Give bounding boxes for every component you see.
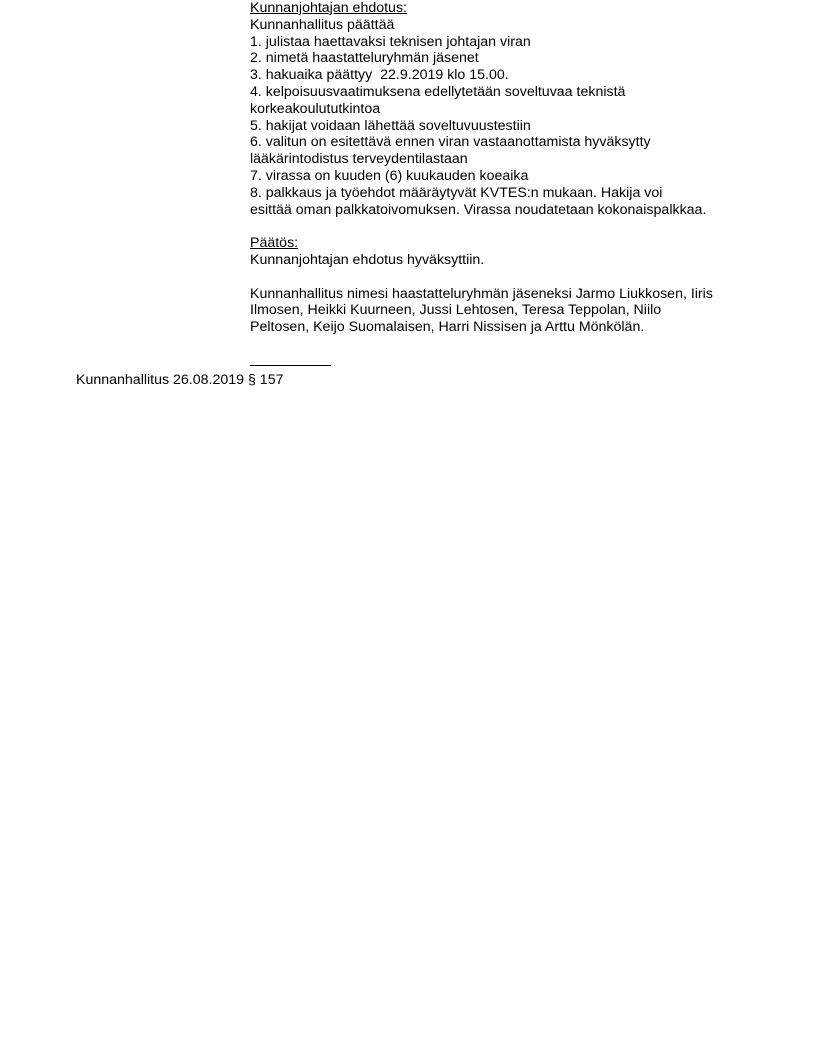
- decision-group-line: Ilmosen, Heikki Kuurneen, Jussi Lehtosen, Teresa Teppolan, Niilo: [250, 302, 662, 319]
- proposal-line: lääkärintodistus terveydentilastaan: [250, 151, 468, 168]
- proposal-line: 4. kelpoisuusvaatimuksena edellytetään soveltuvaa teknistä: [250, 83, 626, 100]
- proposal-line: 8. palkkaus ja työehdot määräytyvät KVTES:n mukaan. Hakija voi: [250, 184, 663, 201]
- meeting-reference: Kunnanhallitus 26.08.2019 § 157: [76, 372, 284, 388]
- proposal-line: 5. hakijat voidaan lähettää soveltuvuustestiin: [250, 117, 531, 134]
- section-separator-line: [250, 365, 331, 366]
- proposal-line: 3. hakuaika päättyy 22.9.2019 klo 15.00.: [250, 67, 509, 84]
- proposal-line: 2. nimetä haastatteluryhmän jäsenet: [250, 50, 479, 67]
- decision-group-line: Kunnanhallitus nimesi haastatteluryhmän jäseneksi Jarmo Liukkosen, Iiris: [250, 285, 713, 302]
- paragraph-gap: [250, 269, 760, 286]
- minutes-main-block: [250, 0, 760, 366]
- decision-heading: Päätös:: [250, 235, 299, 252]
- decision-text: Kunnanjohtajan ehdotus hyväksyttiin.: [250, 251, 485, 268]
- decision-group-line: Peltosen, Keijo Suomalaisen, Harri Nissisen ja Arttu Mönkölän.: [250, 319, 645, 336]
- proposal-line: korkeakoulututkintoa: [250, 100, 381, 117]
- proposal-line: esittää oman palkkatoivomuksen. Virassa noudatetaan kokonaispalkkaa.: [250, 201, 707, 218]
- proposal-heading: Kunnanjohtajan ehdotus:: [250, 0, 407, 16]
- proposal-line: 1. julistaa haettavaksi teknisen johtajan viran: [250, 33, 531, 50]
- proposal-line: 6. valitun on esitettävä ennen viran vastaanottamista hyväksytty: [250, 134, 651, 151]
- paragraph-gap: [250, 218, 760, 235]
- proposal-intro: Kunnanhallitus päättää: [250, 16, 395, 33]
- proposal-line: 7. virassa on kuuden (6) kuukauden koeaika: [250, 167, 529, 184]
